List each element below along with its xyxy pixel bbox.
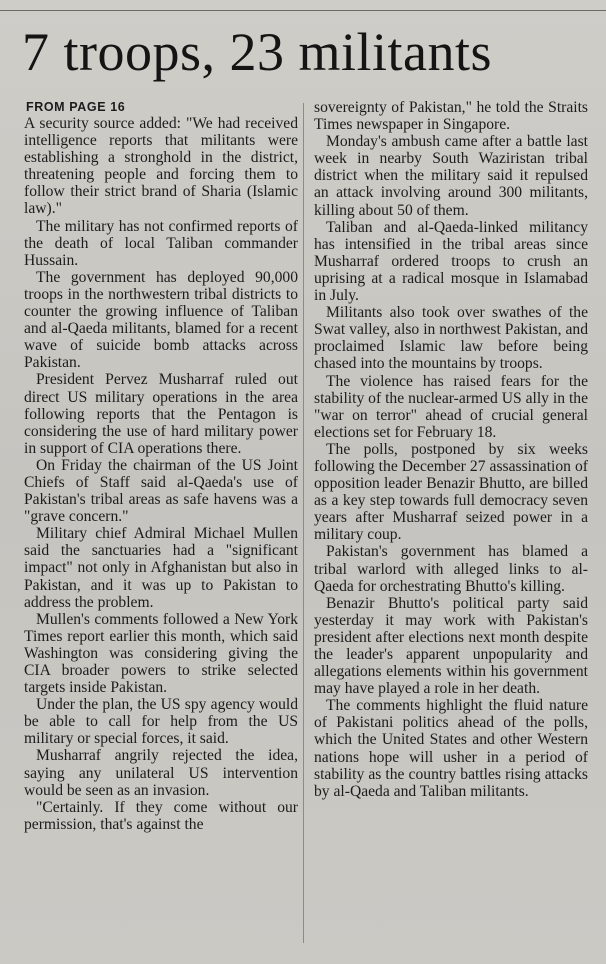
paragraph: Musharraf angrily rejected the idea, saying any unilateral US intervention would be seen as an invasion.: [24, 747, 298, 799]
paragraph: "Certainly. If they come without our permission, that's against the: [24, 798, 298, 833]
paragraph: Mullen's comments followed a New York Times report earlier this month, which said Washington was considering giving the CIA broader powers to strike selected targets inside Pakistan.: [24, 610, 298, 697]
column-divider: [303, 103, 304, 943]
paragraph: The comments highlight the fluid nature of Pakistani politics ahead of the polls, which the United States and other Western nations hope will usher in a period of stability as the country battles rising attacks by al-Qaeda and Taliban militants.: [314, 697, 588, 800]
paragraph: Military chief Admiral Michael Mullen said the sanctuaries had a "significant impact" not only in Afghanistan but also in Pakistan, and it was up to Pakistan to address the problem.: [24, 525, 298, 611]
paragraph: Taliban and al-Qaeda-linked militancy has intensified in the tribal areas since Musharraf ordered troops to crush an uprising at a radical mosque in Islamabad in July.: [314, 218, 588, 305]
right-column: [314, 99, 588, 800]
paragraph: sovereignty of Pakistan," he told the Straits Times newspaper in Singapore.: [314, 99, 588, 134]
paragraph: Under the plan, the US spy agency would be able to call for help from the US military or special forces, it said.: [24, 696, 298, 748]
headline: 7 troops, 23 militants: [22, 22, 492, 82]
paragraph: Monday's ambush came after a battle last week in nearby South Waziristan tribal district when the military said it repulsed an attack involving around 300 militants, killing about 50 of them.: [314, 133, 588, 219]
paragraph: Militants also took over swathes of the Swat valley, also in northwest Pakistan, and proclaimed Islamic law before being chased into the mountains by troops.: [314, 304, 588, 373]
paragraph: President Pervez Musharraf ruled out direct US military operations in the area following reports that the Pentagon is considering the use of hard military power in support of CIA operations there.: [24, 371, 298, 457]
paragraph: On Friday the chairman of the US Joint Chiefs of Staff said al-Qaeda's use of Pakistan's tribal areas as safe havens was a "grave concern.": [24, 456, 298, 526]
paragraph: The polls, postponed by six weeks following the December 27 assassination of opposition leader Benazir Bhutto, are billed as a key step towards full democracy seven years after Musharraf seized power in a military coup.: [314, 440, 588, 544]
paragraph: The violence has raised fears for the stability of the nuclear-armed US ally in the "war on terror" ahead of crucial general elections set for February 18.: [314, 372, 588, 441]
paragraph: The military has not confirmed reports of the death of local Taliban commander Hussain.: [24, 217, 298, 269]
top-rule: [0, 0, 606, 11]
jump-label: FROM PAGE 16: [26, 100, 126, 114]
paragraph: Pakistan's government has blamed a tribal warlord with alleged links to al-Qaeda for orchestrating Bhutto's killing.: [314, 543, 588, 595]
paragraph: A security source added: "We had received intelligence reports that militants were establishing a stronghold in the district, threatening people and forcing them to follow their strict brand of Sharia (Islamic law).": [24, 115, 298, 218]
paragraph: The government has deployed 90,000 troops in the northwestern tribal districts to counter the growing influence of Taliban and al-Qaeda militants, blamed for a recent wave of suicide bomb attacks across Pakistan.: [24, 268, 298, 372]
left-column: [24, 99, 298, 833]
paragraph: Benazir Bhutto's political party said yesterday it may work with Pakistan's president after elections next month despite the leader's apparent unpopularity and allegations elements within his government may have played a role in her death.: [314, 594, 588, 698]
